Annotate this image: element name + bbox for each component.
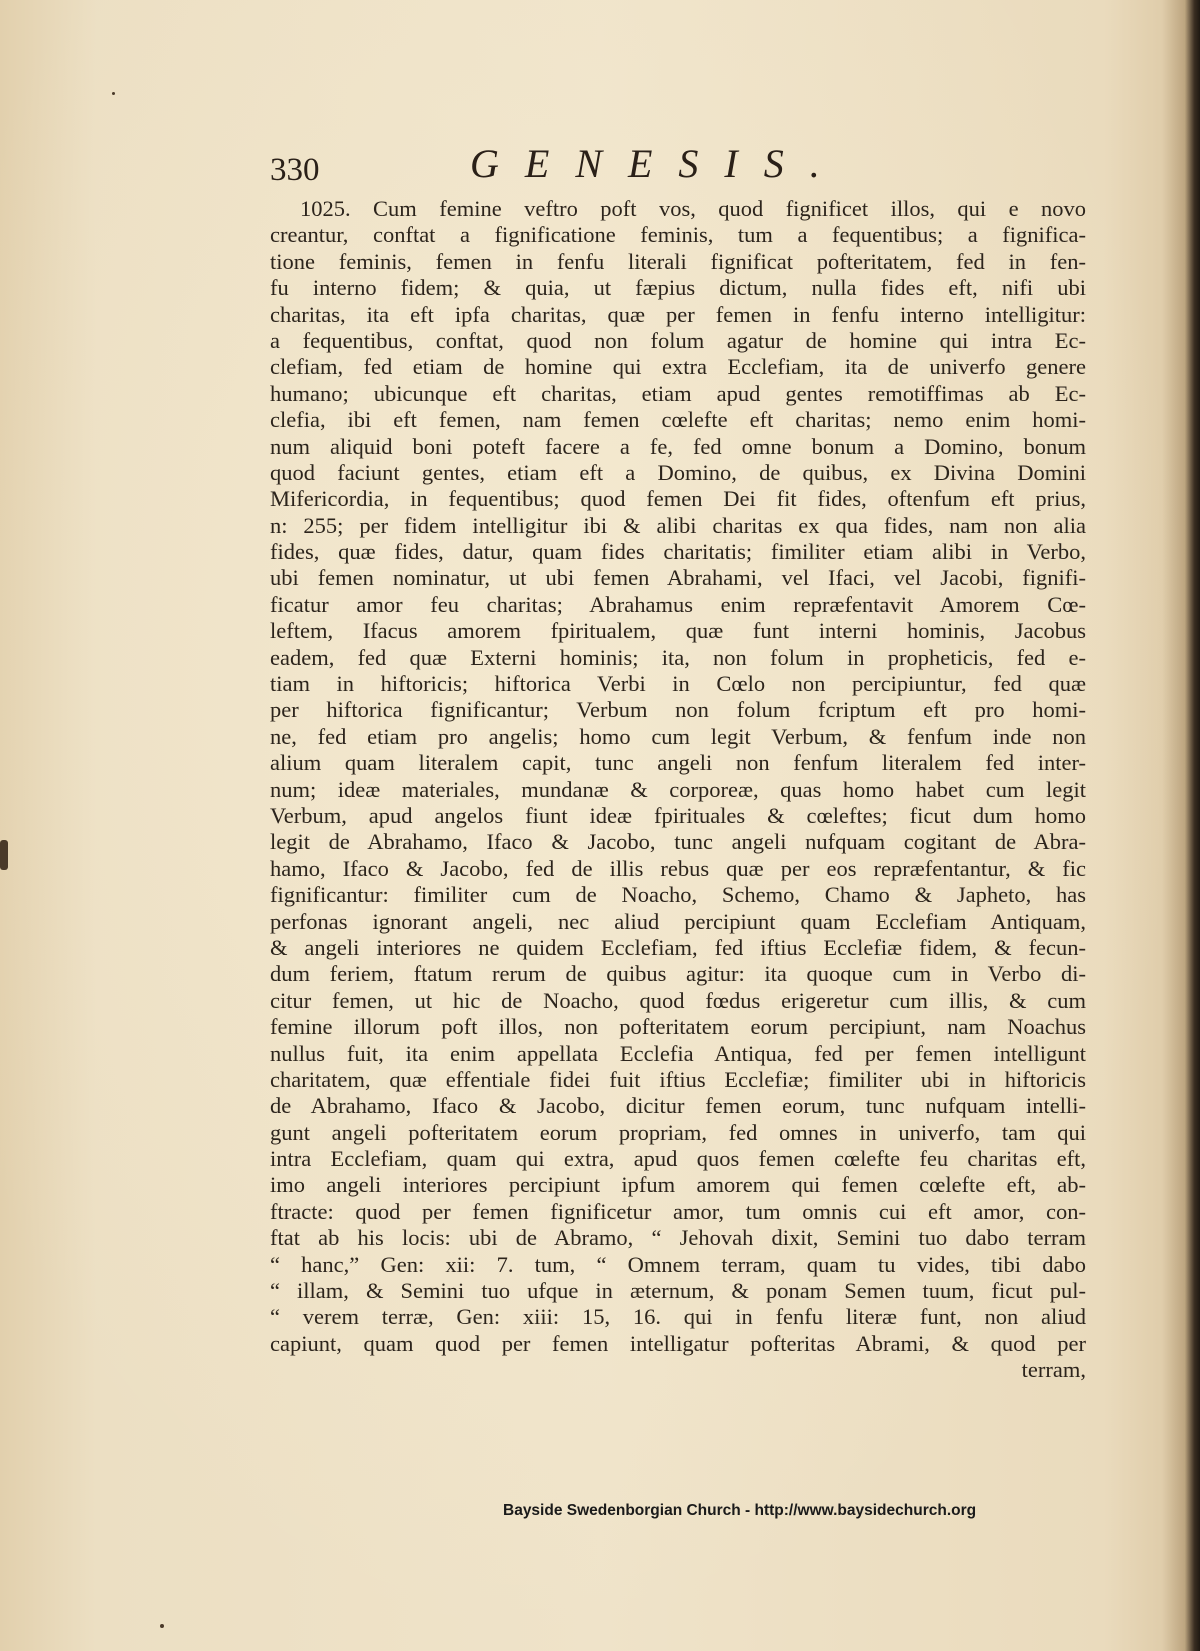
text-line: imo angeli interiores percipiunt ipfum amorem qui femen cœlefte eft, ab- [270,1172,1086,1198]
text-line: dum feriem, ftatum rerum de quibus agitur: ita quoque cum in Verbo di- [270,961,1086,987]
ink-speck [112,92,115,95]
text-line: charitatem, quæ effentiale fidei fuit iftius Ecclefiæ; fimiliter ubi in hiftoricis [270,1066,1086,1092]
text-line: “ illam, & Semini tuo ufque in æternum, & ponam Semen tuum, ficut pul- [270,1278,1086,1304]
text-line: ubi femen nominatur, ut ubi femen Abrahami, vel Ifaci, vel Jacobi, fignifi- [270,565,1086,591]
text-line: “ verem terræ, Gen: xiii: 15, 16. qui in fenfu literæ funt, non aliud [270,1304,1086,1330]
text-line: nullus fuit, ita enim appellata Ecclefia Antiqua, fed per femen intelligunt [270,1040,1086,1066]
text-line: femine illorum poft illos, non pofteritatem eorum percipiunt, nam Noachus [270,1014,1086,1040]
text-line: per hiftorica fignificantur; Verbum non folum fcriptum eft pro homi- [270,697,1086,723]
text-line: num aliquid boni poteft facere a fe, fed omne bonum a Domino, bonum [270,433,1086,459]
text-line: leftem, Ifacus amorem fpiritualem, quæ funt interni hominis, Jacobus [270,618,1086,644]
text-line: quod faciunt gentes, etiam eft a Domino, de quibus, ex Divina Domini [270,459,1086,485]
text-line: Verbum, apud angelos fiunt ideæ fpirituales & cœleftes; ficut dum homo [270,802,1086,828]
text-line: hamo, Ifaco & Jacobo, fed de illis rebus quæ per eos repræfentantur, & fic [270,855,1086,881]
text-line: ne, fed etiam pro angelis; homo cum legit Verbum, & fenfum inde non [270,723,1086,749]
text-line: ficatur amor feu charitas; Abrahamus enim repræfentavit Amorem Cœ- [270,591,1086,617]
page-number: 330 [270,152,320,188]
text-line: clefia, ibi eft femen, nam femen cœlefte eft charitas; nemo enim homi- [270,407,1086,433]
text-line: num; ideæ materiales, mundanæ & corporeæ, quas homo habet cum legit [270,776,1086,802]
text-line: alium quam literalem capit, tunc angeli non fenfum literalem fed inter- [270,750,1086,776]
text-line: eadem, fed quæ Externi hominis; ita, non folum in propheticis, fed e- [270,644,1086,670]
text-line: creantur, conftat a fignificatione feminis, tum a fequentibus; a fignifica- [270,222,1086,248]
page-edge-shadow [1162,0,1200,1651]
text-line: humano; ubicunque eft charitas, etiam apud gentes remotiffimas ab Ec- [270,380,1086,406]
text-line: capiunt, quam quod per femen intelligatur pofteritas Abrami, & quod per [270,1330,1086,1356]
text-line: & angeli interiores ne quidem Ecclefiam, fed iftius Ecclefiæ fidem, & fecun- [270,934,1086,960]
text-line: fignificantur: fimiliter cum de Noacho, Schemo, Chamo & Japheto, has [270,882,1086,908]
footer-credit: Bayside Swedenborgian Church - http://www.baysidechurch.org [503,1502,977,1519]
text-line: 1025. Cum femine veftro poft vos, quod fignificet illos, qui e novo [300,196,1086,221]
text-line: de Abrahamo, Ifaco & Jacobo, dicitur femen eorum, tunc nufquam intelli- [270,1093,1086,1119]
text-line: tione feminis, femen in fenfu literali fignificat pofteritatem, fed in fen- [270,248,1086,274]
text-line: tiam in hiftoricis; hiftorica Verbi in Cœlo non percipiuntur, fed quæ [270,671,1086,697]
book-title: GENESIS. [470,141,846,186]
ink-speck [160,1624,164,1628]
text-line: citur femen, ut hic de Noacho, quod fœdus erigeretur cum illis, & cum [270,987,1086,1013]
text-line: terram, [1021,1357,1086,1383]
text-line: gunt angeli pofteritatem eorum propriam, fed omnes in univerfo, tam qui [270,1119,1086,1145]
text-line: ftracte: quod per femen fignificetur amor, tum omnis cui eft amor, con- [270,1198,1086,1224]
text-line: Mifericordia, in fequentibus; quod femen Dei fit fides, oftenfum eft prius, [270,486,1086,512]
text-line: perfonas ignorant angeli, nec aliud percipiunt quam Ecclefiam Antiquam, [270,908,1086,934]
text-line: n: 255; per fidem intelligitur ibi & alibi charitas ex qua fides, nam non alia [270,512,1086,538]
text-line: ftat ab his locis: ubi de Abramo, “ Jehovah dixit, Semini tuo dabo terram [270,1225,1086,1251]
text-line: fides, quæ fides, datur, quam fides charitatis; fimiliter etiam alibi in Verbo, [270,539,1086,565]
text-line: fu interno fidem; & quia, ut fæpius dictum, nulla fides eft, nifi ubi [270,275,1086,301]
text-line: charitas, ita eft ipfa charitas, quæ per femen in fenfu interno intelligitur: [270,301,1086,327]
ink-speck [0,840,8,870]
text-line: legit de Abrahamo, Ifaco & Jacobo, tunc angeli nufquam cogitant de Abra- [270,829,1086,855]
text-line: intra Ecclefiam, quam qui extra, apud quos femen cœlefte feu charitas eft, [270,1146,1086,1172]
running-head [270,140,910,200]
text-line: “ hanc,” Gen: xii: 7. tum, “ Omnem terram, quam tu vides, tibi dabo [270,1251,1086,1277]
text-line: clefiam, fed etiam de homine qui extra Ecclefiam, ita de univerfo genere [270,354,1086,380]
body-text [270,196,1086,1384]
text-line: a fequentibus, conftat, quod non folum agatur de homine qui intra Ec- [270,327,1086,353]
